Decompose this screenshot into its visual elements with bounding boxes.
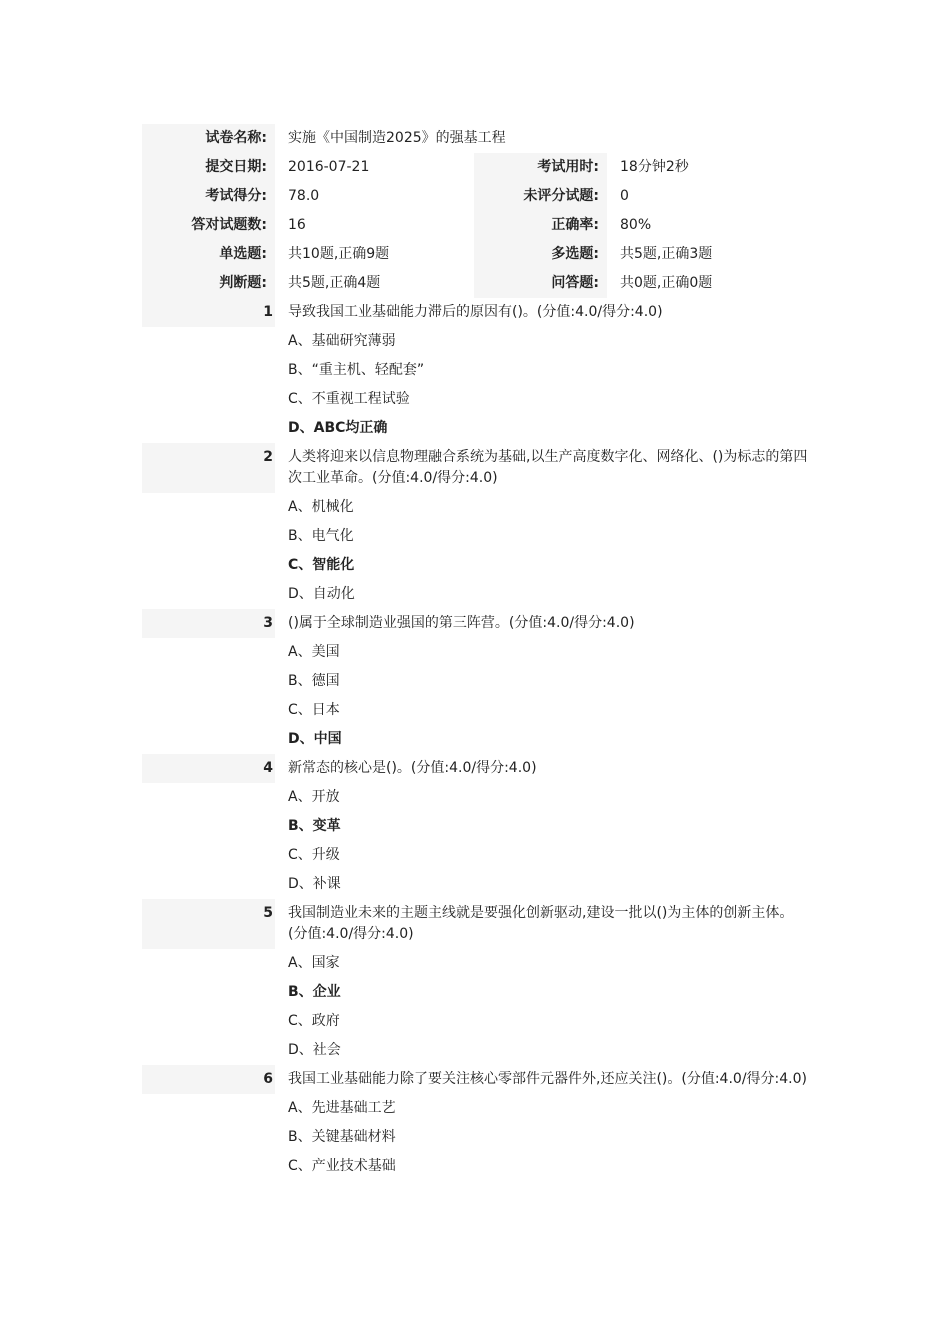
question-header — [142, 899, 812, 949]
ungraded-value: 0 — [620, 188, 629, 204]
question-list — [142, 298, 812, 1181]
answer-option: A、基础研究薄弱 — [288, 333, 396, 349]
ungraded-label: 未评分试题: — [474, 182, 607, 211]
answer-option: B、德国 — [288, 673, 340, 689]
answer-option-correct: D、ABC均正确 — [288, 420, 388, 436]
header-row-single-multi — [142, 240, 812, 269]
qa-label: 问答题: — [474, 269, 607, 298]
question-number: 6 — [142, 1065, 275, 1094]
answer-option: C、产业技术基础 — [288, 1158, 396, 1174]
correct-count-value: 16 — [288, 217, 306, 233]
answer-option: C、日本 — [288, 702, 340, 718]
answer-option: A、先进基础工艺 — [288, 1100, 396, 1116]
judge-label: 判断题: — [142, 269, 275, 298]
header-row-paper-name — [142, 124, 812, 153]
question-block — [142, 1065, 812, 1181]
question-number: 2 — [142, 443, 275, 493]
submit-date-value: 2016-07-21 — [288, 159, 370, 175]
header-row-date — [142, 153, 812, 182]
question-number: 4 — [142, 754, 275, 783]
answer-option-correct: B、变革 — [288, 818, 341, 834]
duration-label: 考试用时: — [474, 153, 607, 182]
paper-name-value: 实施《中国制造2025》的强基工程 — [288, 130, 506, 146]
score-label: 考试得分: — [142, 182, 275, 211]
answer-option: A、开放 — [288, 789, 340, 805]
question-block — [142, 899, 812, 1065]
option-list — [142, 327, 812, 443]
answer-option: B、电气化 — [288, 528, 354, 544]
answer-option: D、社会 — [288, 1042, 341, 1058]
multi-value: 共5题,正确3题 — [620, 246, 713, 262]
option-list — [142, 949, 812, 1065]
qa-value: 共0题,正确0题 — [620, 275, 713, 291]
question-text: ()属于全球制造业强国的第三阵营。(分值:4.0/得分:4.0) — [288, 615, 635, 631]
accuracy-label: 正确率: — [474, 211, 607, 240]
answer-option: B、关键基础材料 — [288, 1129, 396, 1145]
answer-option-correct: D、中国 — [288, 731, 342, 747]
question-block — [142, 754, 812, 899]
question-header — [142, 754, 812, 783]
question-text: 我国制造业未来的主题主线就是要强化创新驱动,建设一批以()为主体的创新主体。(分值:4.0/得分:4.0) — [288, 905, 794, 942]
answer-option: D、自动化 — [288, 586, 355, 602]
question-text: 新常态的核心是()。(分值:4.0/得分:4.0) — [288, 760, 537, 776]
score-value: 78.0 — [288, 188, 320, 204]
question-header — [142, 1065, 812, 1094]
option-list — [142, 638, 812, 754]
answer-option: A、机械化 — [288, 499, 354, 515]
question-text: 人类将迎来以信息物理融合系统为基础,以生产高度数字化、网络化、()为标志的第四次工业革命。(分值:4.0/得分:4.0) — [288, 449, 808, 486]
answer-option: C、不重视工程试验 — [288, 391, 410, 407]
paper-name-label: 试卷名称: — [142, 124, 275, 153]
question-header — [142, 609, 812, 638]
exam-result-sheet — [142, 124, 812, 1181]
question-number: 1 — [142, 298, 275, 327]
accuracy-value: 80% — [620, 217, 652, 233]
question-text: 我国工业基础能力除了要关注核心零部件元器件外,还应关注()。(分值:4.0/得分:4.0) — [288, 1071, 807, 1087]
question-header — [142, 298, 812, 327]
submit-date-label: 提交日期: — [142, 153, 275, 182]
answer-option: C、升级 — [288, 847, 340, 863]
judge-value: 共5题,正确4题 — [288, 275, 381, 291]
answer-option: D、补课 — [288, 876, 341, 892]
answer-option: B、“重主机、轻配套” — [288, 362, 425, 378]
answer-option-correct: B、企业 — [288, 984, 341, 1000]
question-block — [142, 443, 812, 609]
header-row-correct — [142, 211, 812, 240]
header-row-judge-qa — [142, 269, 812, 298]
multi-label: 多选题: — [474, 240, 607, 269]
answer-option: A、国家 — [288, 955, 340, 971]
question-text: 导致我国工业基础能力滞后的原因有()。(分值:4.0/得分:4.0) — [288, 304, 663, 320]
correct-count-label: 答对试题数: — [142, 211, 275, 240]
option-list — [142, 783, 812, 899]
question-block — [142, 609, 812, 754]
option-list — [142, 1094, 812, 1181]
question-number: 3 — [142, 609, 275, 638]
answer-option: C、政府 — [288, 1013, 340, 1029]
answer-option-correct: C、智能化 — [288, 557, 355, 573]
question-header — [142, 443, 812, 493]
question-number: 5 — [142, 899, 275, 949]
option-list — [142, 493, 812, 609]
duration-value: 18分钟2秒 — [620, 159, 689, 175]
question-block — [142, 298, 812, 443]
header-row-score — [142, 182, 812, 211]
single-label: 单选题: — [142, 240, 275, 269]
answer-option: A、美国 — [288, 644, 340, 660]
single-value: 共10题,正确9题 — [288, 246, 390, 262]
